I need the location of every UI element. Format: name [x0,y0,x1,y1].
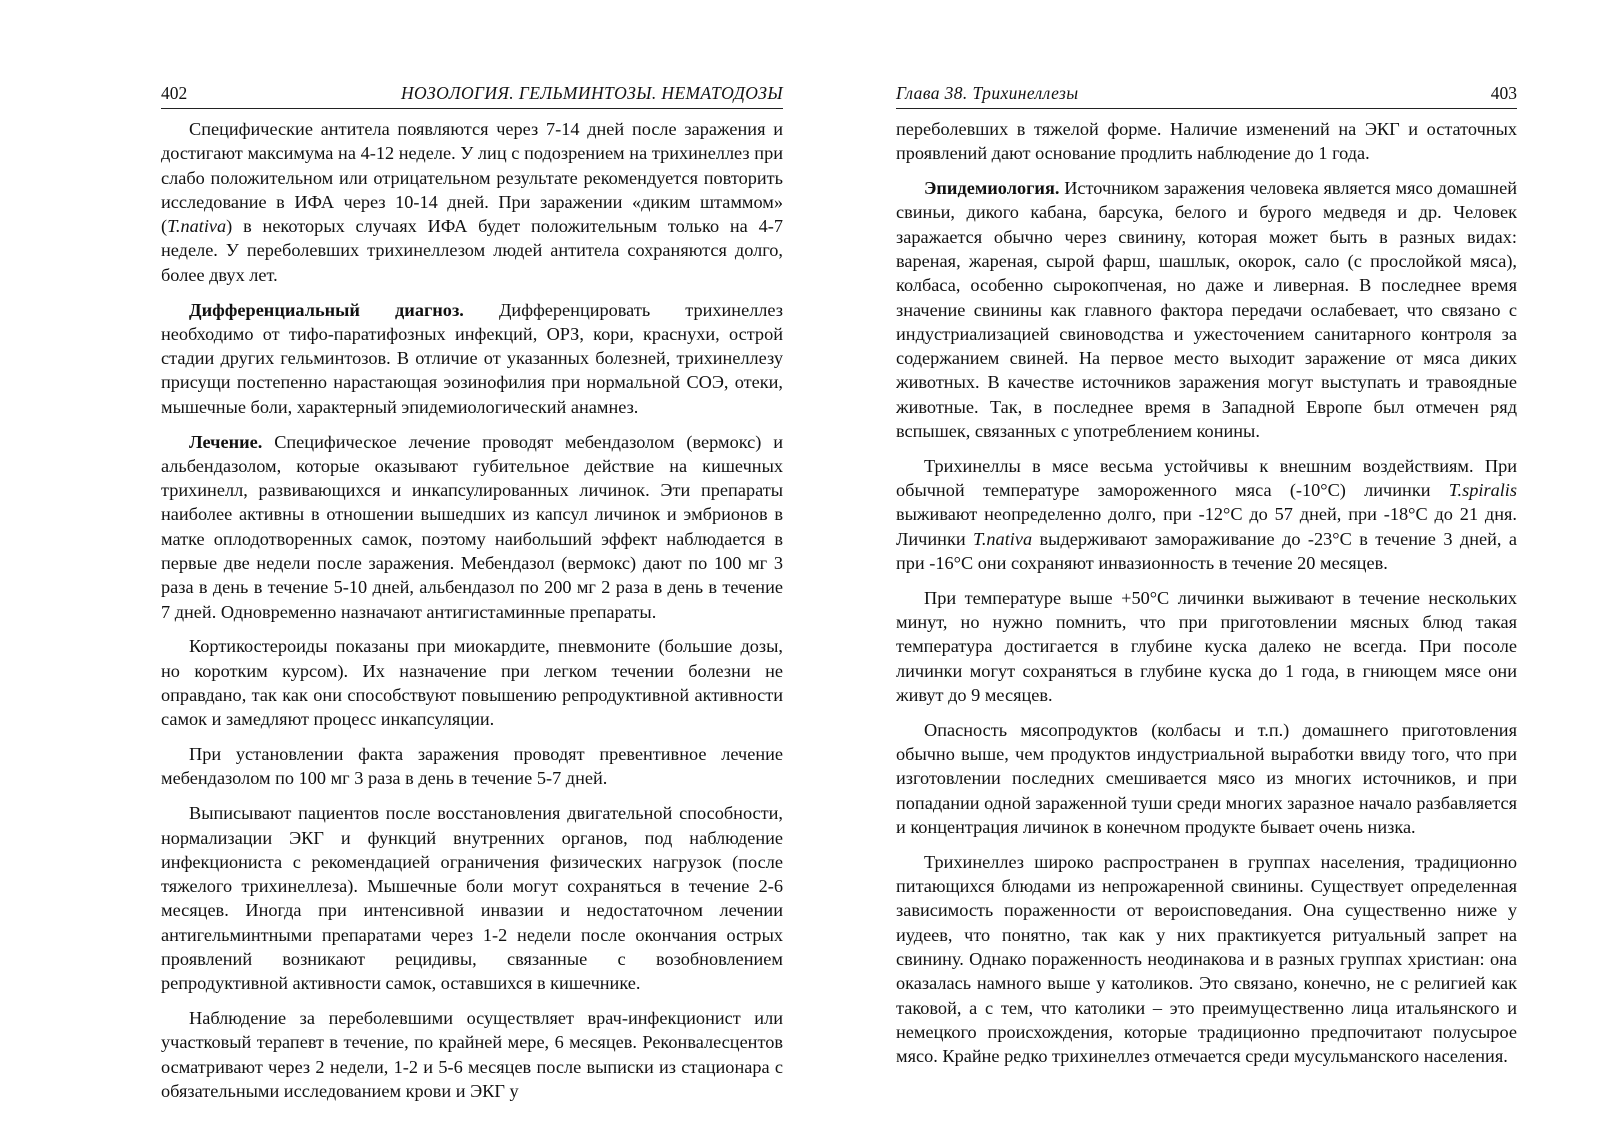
left-body-text [161,117,783,1103]
paragraph: Трихинеллы в мясе весьма устойчивы к внешним воздействиям. При обычной температуре замороженного мяса (-10°С) личинки T.spiralis выживают неопределенно долго, при -12°С до 57 дней, при -18°С до 21 дня. Личинки T.nativa выдерживают замораживание до -23°С в течение 3 дней, а при -16°С они сохраняют инвазионность в течение 20 месяцев. [896,455,1517,574]
right-running-head [896,78,1517,109]
right-page [896,78,1517,1079]
section-lead: Дифференциальный диагноз. [189,299,464,320]
paragraph: Трихинеллез широко распространен в группах населения, традиционно питающихся блюдами из непрожаренной свинины. Существует определенная зависимость пораженности от вероисповедания. Она существенно ниже у иудеев, что понятно, так как у них практикуется ритуальный запрет на свинину. Однако пораженность неодинакова и в разных группах христиан: она оказалась намного выше у католиков. Это связано, конечно, не с религией как таковой, а с тем, что католики – это преимущественно лица итальянского и немецкого происхождения, которые традиционно предпочитают полусырое мясо. Крайне редко трихинеллез отмечается среди мусульманского населения. [896,851,1517,1067]
left-page [161,78,783,1114]
paragraph: При температуре выше +50°С личинки выживают в течение нескольких минут, но нужно помнить, что при приготовлении мясных блюд такая температура достигается в глубине куска далеко не всегда. При посоле личинки могут сохраняться в глубине куска до 1 года, в гниющем мясе они живут до 9 месяцев. [896,587,1517,706]
right-page-number: 403 [1490,83,1517,103]
section-lead: Эпидемиология. [924,178,1060,199]
paragraph: При установлении факта заражения проводят превентивное лечение мебендазолом по 100 мг 3 раза в день в течение 5-7 дней. [161,744,783,789]
paragraph: Дифференциальный диагноз. Дифференцировать трихинеллез необходимо от тифо-паратифозных инфекций, ОРЗ, кори, краснухи, острой стадии других гельминтозов. В отличие от указанных болезней, трихинеллезу присущи постепенно нарастающая эозинофилия при нормальной СОЭ, отеки, мышечные боли, характерный эпидемиологический анамнез. [161,299,783,417]
paragraph: Наблюдение за переболевшими осуществляет врач-инфекционист или участковый терапевт в течение, по крайней мере, 6 месяцев. Реконвалесцентов осматривают через 2 недели, 1-2 и 5-6 месяцев после выписки из стационара с обязательными исследованием крови и ЭКГ у [161,1008,783,1101]
section-lead: Лечение. [189,431,263,452]
left-page-number: 402 [161,83,188,103]
paragraph: Лечение. Специфическое лечение проводят мебендазолом (вермокс) и альбендазолом, которые оказывают губительное действие на кишечных трихинелл, развивающихся и инкапсулированных личинок. Эти препараты наиболее активны в отношении вышедших из капсул личинок и эмбрионов в матке оплодотворенных самок, поэтому наибольший эффект наблюдается в первые две недели после заражения. Мебендазол (вермокс) дают по 100 мг 3 раза в день в течение 5-10 дней, альбендазол по 200 мг 2 раза в день в течение 7 дней. Одновременно назначают антигистаминные препараты. [161,431,783,622]
right-running-title: Глава 38. Трихинеллезы [896,83,1079,103]
paragraph: Выписывают пациентов после восстановления двигательной способности, нормализации ЭКГ и функций внутренних органов, под наблюдение инфекциониста с рекомендацией ограничения физических нагрузок (после тяжелого трихинеллеза). Мышечные боли могут сохраняться в течение 2-6 месяцев. Иногда при интенсивной инвазии и недостаточном лечении антигельминтными препаратами через 1-2 недели после окончания острых проявлений возникают рецидивы, связанные с возобновлением репродуктивной активности самок, оставшихся в кишечнике. [161,803,783,994]
left-running-title: НОЗОЛОГИЯ. ГЕЛЬМИНТОЗЫ. НЕМАТОДОЗЫ [400,83,783,103]
paragraph: Специфические антитела появляются через 7-14 дней после заражения и достигают максимума на 4-12 неделе. У лиц с подозрением на трихинеллез при слабо положительном или отрицательном результате рекомендуется повторить исследование в ИФА через 10-14 дней. При заражении «диким штаммом» (T.nativa) в некоторых случаях ИФА будет положительным только на 4-7 неделе. У переболевших трихинеллезом людей антитела сохраняются долго, более двух лет. [161,119,783,285]
paragraph: Кортикостероиды показаны при миокардите, пневмоните (большие дозы, но коротким курсом). Их назначение при легком течении болезни не оправдано, так как они способствуют повышению репродуктивной активности самок и замедляют процесс инкапсуляции. [161,636,783,730]
right-body-text [896,117,1517,1068]
left-running-head [161,78,783,109]
paragraph: Эпидемиология. Источником заражения человека является мясо домашней свиньи, дикого кабана, барсука, белого и бурого медведя и др. Человек заражается обычно через свинину, которая может быть в разных видах: вареная, жареная, сырой фарш, шашлык, окорок, сало (с прослойкой мяса), колбаса, особенно сырокопченая, но даже и ливерная. В последнее время значение свинины как главного фактора передачи ослабевает, что связано с индустриализацией свиноводства и ужесточением санитарного контроля за содержанием свиней. На первое место выходит заражение от мяса диких животных. В качестве источников заражения могут выступать и травоядные животные. Так, в последнее время в Западной Европе был отмечен ряд вспышек, связанных с употреблением конины. [896,178,1517,442]
paragraph: Опасность мясопродуктов (колбасы и т.п.) домашнего приготовления обычно выше, чем продуктов индустриальной выработки ввиду того, что при изготовлении последних смешивается мясо из многих источников, и при попадании одной зараженной туши среди многих заразное начало разбавляется и концентрация личинок в конечном продукте бывает очень низка. [896,719,1517,838]
paragraph: переболевших в тяжелой форме. Наличие изменений на ЭКГ и остаточных проявлений дают основание продлить наблюдение до 1 года. [896,119,1517,164]
